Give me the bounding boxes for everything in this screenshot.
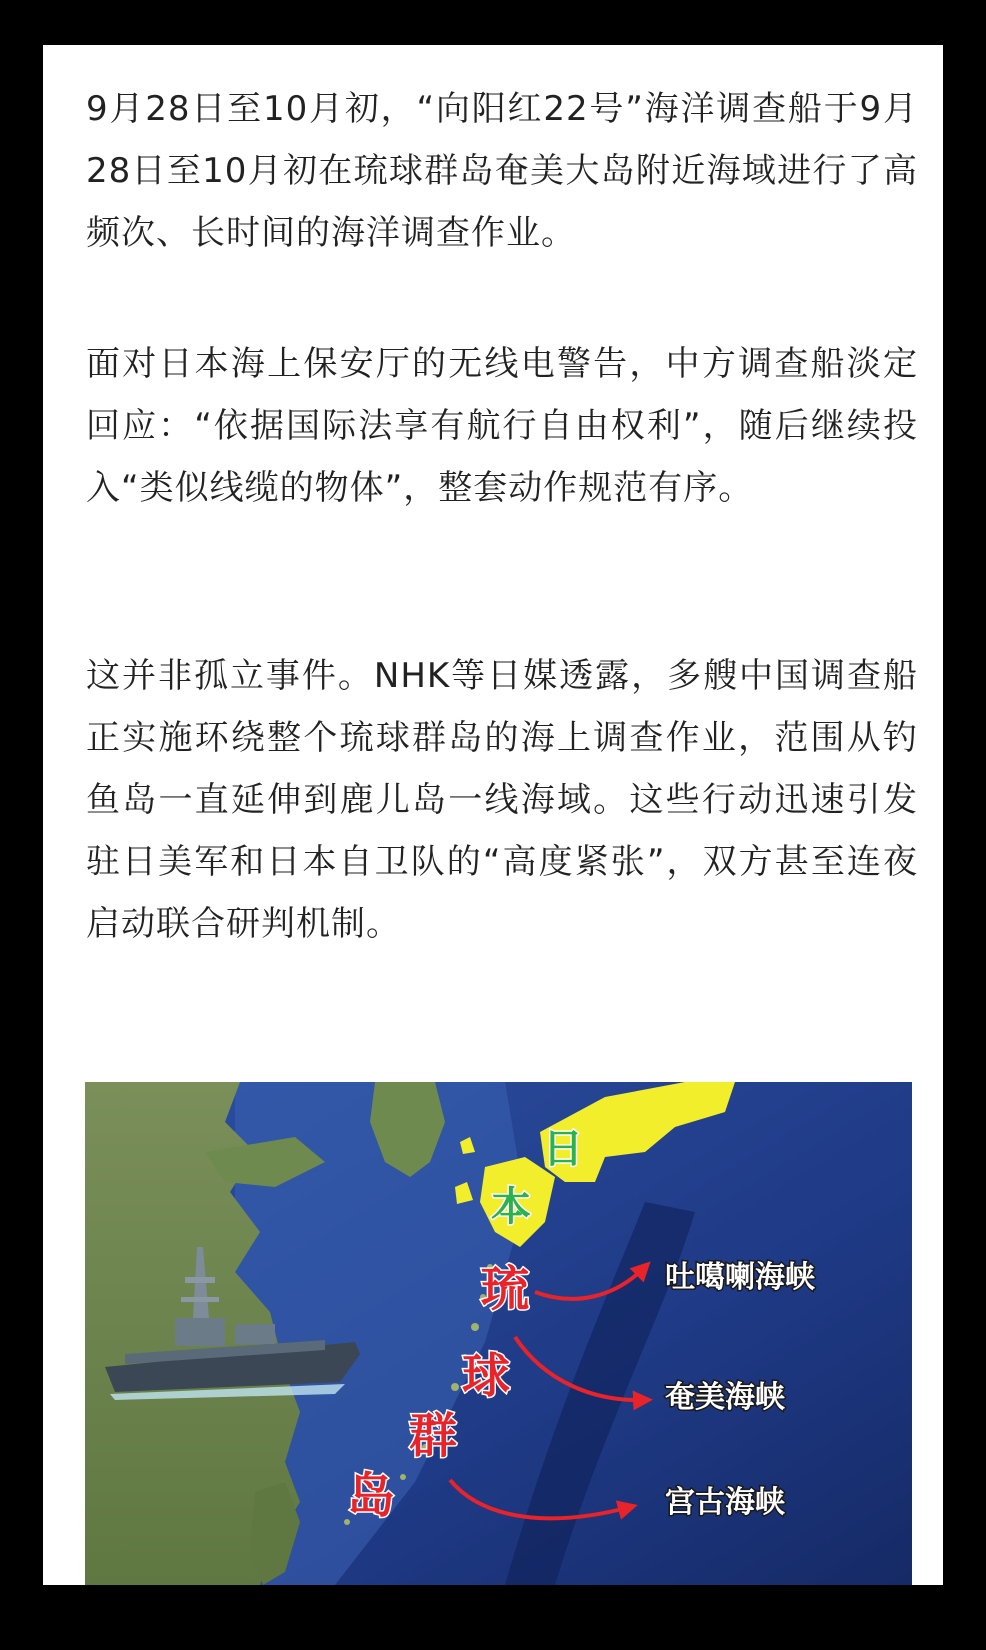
article-card xyxy=(43,45,943,1585)
strait-label-amami: 奄美海峡 xyxy=(665,1380,785,1415)
paragraph-2: 面对日本海上保安厅的无线电警告，中方调查船淡定回应：“依据国际法享有航行自由权利”，随后继续投入“类似线缆的物体”，整套动作规范有序。 xyxy=(86,344,918,508)
paragraph-1: 9月28日至10月初，“向阳红22号”海洋调查船于9月28日至10月初在琉球群岛奄美大岛附近海域进行了高频次、长时间的海洋调查作业。 xyxy=(86,89,918,253)
ryukyu-map-image[interactable] xyxy=(85,1082,912,1585)
strait-label-tokara: 吐噶喇海峡 xyxy=(665,1260,815,1295)
japan-label-char-1: 日 xyxy=(543,1126,583,1172)
japan-label-char-2: 本 xyxy=(491,1184,531,1230)
map-illustration xyxy=(85,1082,912,1585)
ryukyu-label-char-3: 群 xyxy=(409,1408,458,1464)
strait-label-miyako: 宫古海峡 xyxy=(665,1485,785,1520)
ryukyu-label-char-2: 球 xyxy=(462,1348,511,1404)
ryukyu-label-char-1: 琉 xyxy=(481,1261,530,1317)
ryukyu-label-char-4: 岛 xyxy=(347,1468,396,1524)
paragraph-3: 这并非孤立事件。NHK等日媒透露，多艘中国调查船正实施环绕整个琉球群岛的海上调查作业，范围从钓鱼岛一直延伸到鹿儿岛一线海域。这些行动迅速引发驻日美军和日本自卫队的“高度紧张”，双方甚至连夜启动联合研判机制。 xyxy=(86,656,918,944)
